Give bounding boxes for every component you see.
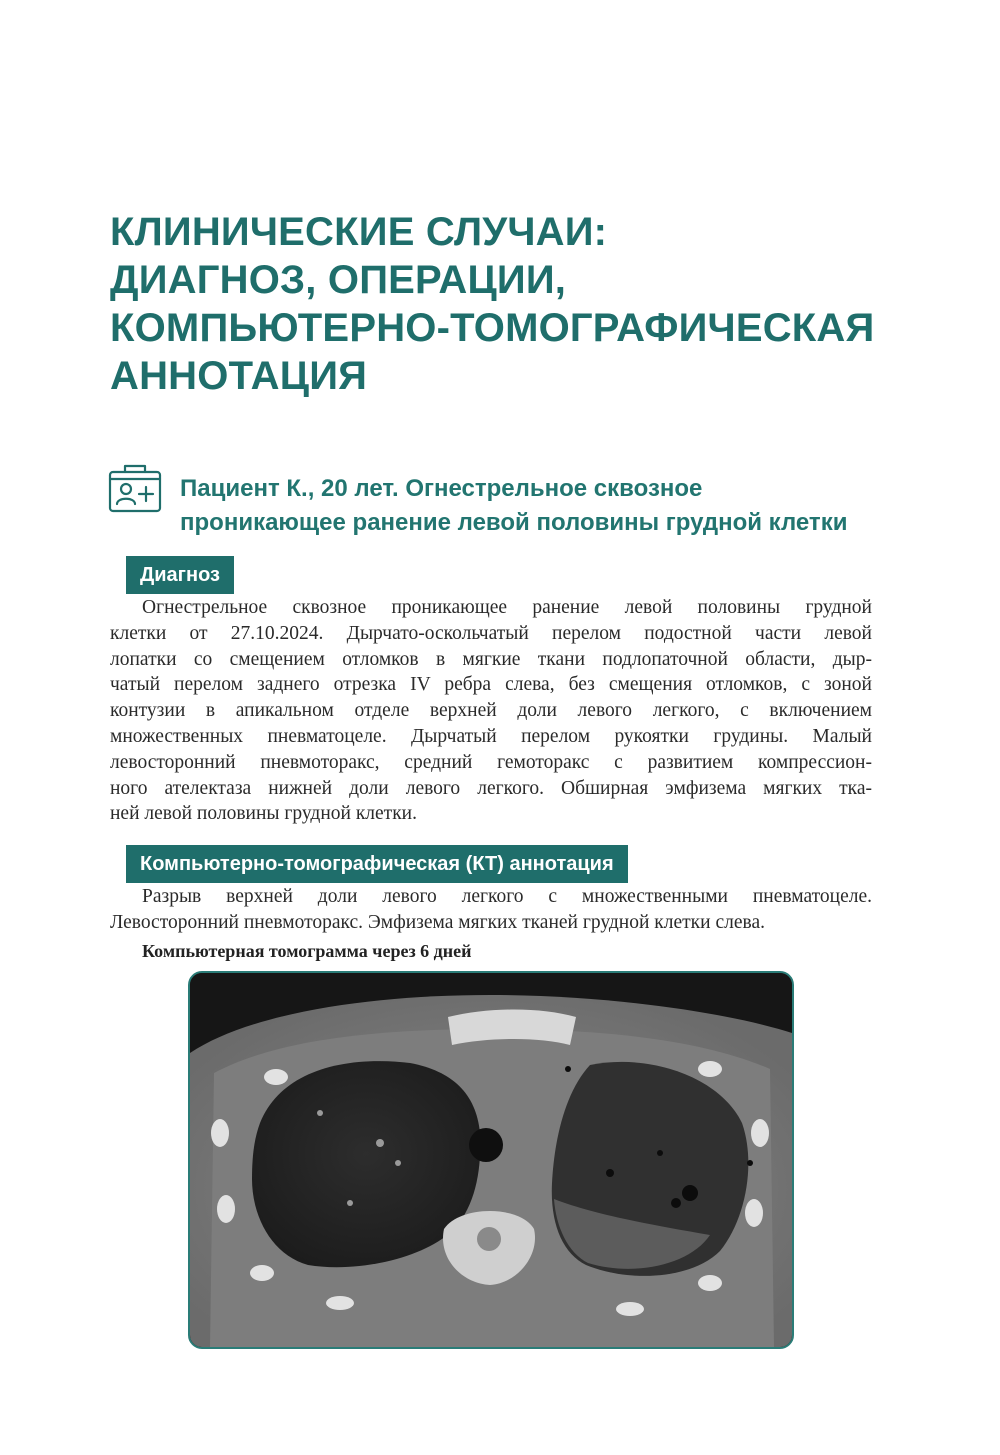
ct-annotation-label: Компьютерно-томографическая (КТ) аннотация: [126, 845, 628, 883]
chapter-title: [110, 208, 930, 400]
chapter-title-line: КЛИНИЧЕСКИЕ СЛУЧАИ:: [110, 210, 608, 254]
case-title: [180, 472, 900, 540]
text-line: ного ателектаза нижней доли левого легкого. Обширная эмфизема мягких тка-: [110, 777, 872, 799]
patient-card-icon: [108, 463, 162, 513]
text-line: лопатки со смещением отломков в мягкие ткани подлопаточной области, дыр-: [110, 648, 872, 670]
case-title-line: Пациент К., 20 лет. Огнестрельное сквозное: [180, 475, 703, 502]
case-title-line: проникающее ранение левой половины грудной клетки: [180, 509, 848, 536]
chapter-title-line: ДИАГНОЗ, ОПЕРАЦИИ,: [110, 258, 567, 302]
text-line: Разрыв верхней доли левого легкого с множественными пневматоцеле.: [142, 886, 872, 907]
text-line: контузии в апикальном отделе верхней доли левого легкого, с включением: [110, 700, 872, 722]
text-line: Левосторонний пневмоторакс. Эмфизема мягких тканей грудной клетки слева.: [110, 911, 765, 933]
ct-annotation-text: [110, 884, 872, 936]
chapter-title-line: АННОТАЦИЯ: [110, 354, 368, 398]
text-line: множественных пневматоцеле. Дырчатый перелом рукоятки грудины. Малый: [110, 725, 872, 747]
text-line: клетки от 27.10.2024. Дырчато-оскольчатый перелом подостной части левой: [110, 622, 872, 644]
chapter-title-line: КОМПЬЮТЕРНО-ТОМОГРАФИЧЕСКАЯ: [110, 306, 875, 350]
text-line: левосторонний пневмоторакс, средний гемоторакс с развитием компрессион-: [110, 751, 872, 773]
text-line: Огнестрельное сквозное проникающее ранение левой половины грудной: [142, 597, 872, 618]
ct-scan-image: [188, 971, 794, 1349]
diagnosis-label: Диагноз: [126, 556, 234, 594]
text-line: ней левой половины грудной клетки.: [110, 803, 417, 825]
text-line: чатый перелом заднего отрезка IV ребра слева, без смещения отломков, с зоной: [110, 674, 872, 696]
diagnosis-text: [110, 595, 872, 827]
ct-image-caption: Компьютерная томограмма через 6 дней: [142, 941, 472, 961]
